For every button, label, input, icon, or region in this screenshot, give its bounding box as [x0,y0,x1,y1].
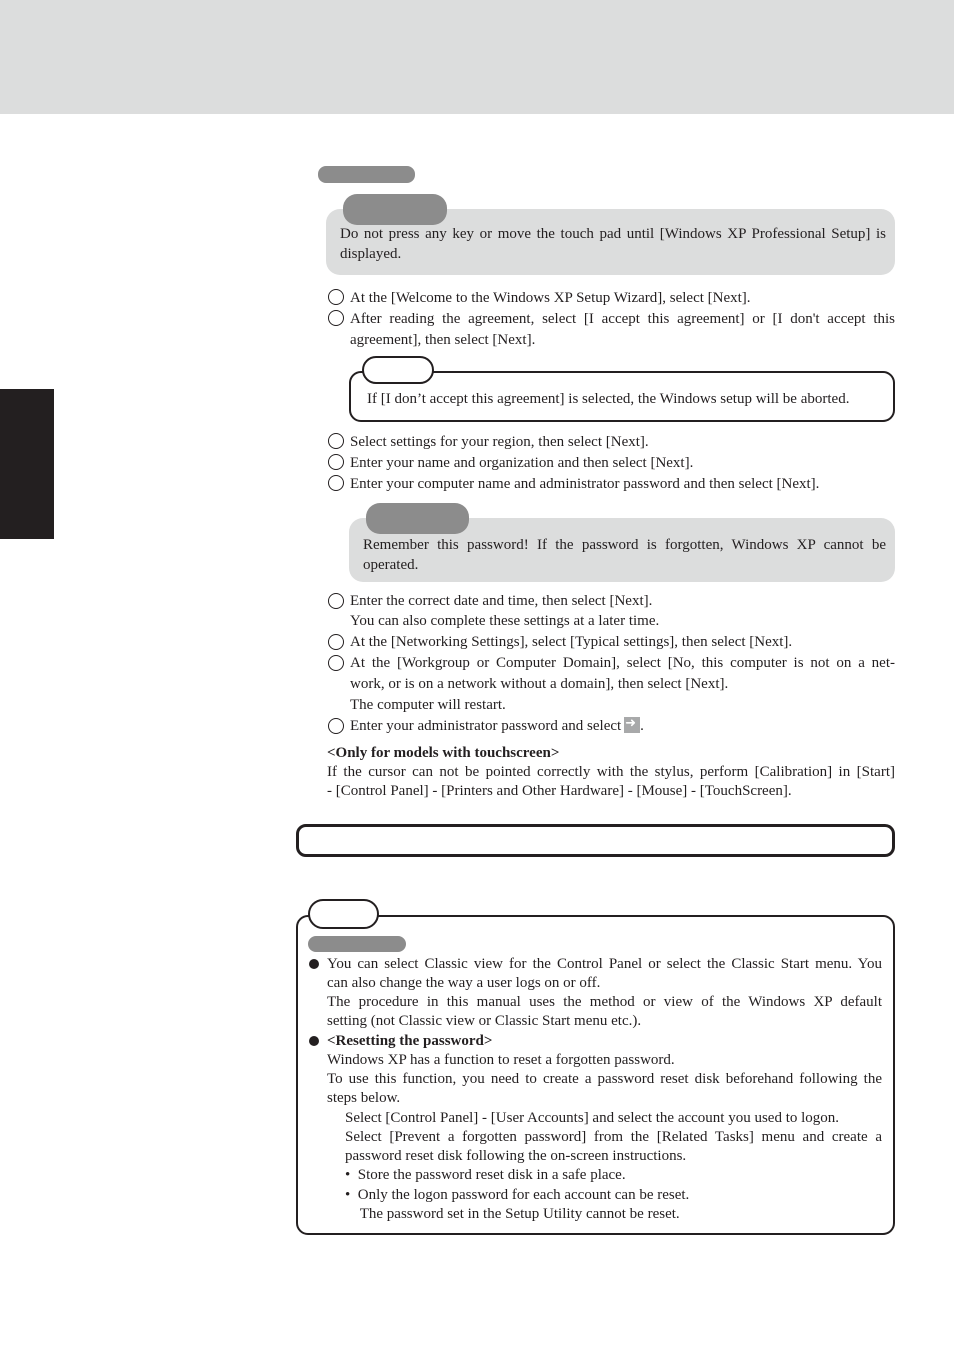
note-item-text: To use this function, you need to create a password reset disk beforehand following the [327,1071,882,1087]
step-text-main: Enter your administrator password and select [350,718,622,734]
touchscreen-heading: <Only for models with touchscreen> [327,745,560,761]
step-circle [328,593,344,609]
step-circle [328,433,344,449]
step-circle [328,718,344,734]
caution-text: Do not press any key or move the touch pad until [Windows XP Professional Setup] is displayed. [340,226,886,262]
step-suffix: . [640,718,644,734]
step-circle [328,634,344,650]
note-item-text: Windows XP has a function to reset a forgotten password. [327,1052,675,1068]
step-text: At the [Welcome to the Windows XP Setup Wizard], select [Next]. [350,290,751,306]
step-text: The computer will restart. [350,697,506,713]
sub-bullet-text: • Only the logon password for each account can be reset. [345,1187,690,1203]
step-circle [328,310,344,326]
step-text: At the [Workgroup or Computer Domain], select [No, this computer is not on a net- [350,655,895,671]
sub-bullet-text: • Store the password reset disk in a safe place. [345,1167,626,1183]
step-text: Enter your computer name and administrator password and then select [Next]. [350,476,820,492]
caution-tab [343,194,447,225]
step-circle [328,289,344,305]
step-text: At the [Networking Settings], select [Typical settings], then select [Next]. [350,634,793,650]
step-text: agreement], then select [Next]. [350,332,536,348]
section-tab [318,166,415,183]
note-tab [308,899,379,929]
step-circle [328,655,344,671]
note-item-text: You can select Classic view for the Control Panel or select the Classic Start menu. You [327,956,882,972]
header-band [0,0,954,114]
step-text: Select settings for your region, then select [Next]. [350,434,649,450]
note-item-text: setting (not Classic view or Classic Start menu etc.). [327,1013,642,1029]
step-text: Enter the correct date and time, then select [Next]. [350,593,653,609]
caution-tab [366,503,469,534]
step-text: work, or is on a network without a domain], then select [Next]. [350,676,729,692]
step-text: You can also complete these settings at a later time. [350,613,660,629]
caution-text: Remember this password! If the password is forgotten, Windows XP cannot be operated. [363,537,886,573]
step-circle [328,475,344,491]
note-item-text: can also change the way a user logs on or off. [327,975,601,991]
note-item-text: steps below. [327,1090,401,1106]
heading-frame [296,824,895,857]
substep-text: Select [Prevent a forgotten password] from the [Related Tasks] menu and create a [345,1129,882,1145]
step-text: After reading the agreement, select [I accept this agreement] or [I don't accept this [350,311,895,327]
note-text: If [I don’t accept this agreement] is selected, the Windows setup will be aborted. [367,391,850,407]
bullet-dot [309,959,319,969]
substep-text: password reset disk following the on-screen instructions. [345,1148,687,1164]
side-tab [0,389,54,539]
bullet-dot [309,1036,319,1046]
step-text: Enter your name and organization and then select [Next]. [350,455,694,471]
step-circle [328,454,344,470]
sub-bullet-text: The password set in the Setup Utility cannot be reset. [345,1206,680,1222]
note-item-heading: <Resetting the password> [327,1033,493,1049]
arrow-icon [624,717,640,733]
note-tab [362,356,434,384]
subsection-tab [308,936,406,952]
touchscreen-text: - [Control Panel] - [Printers and Other Hardware] - [Mouse] - [TouchScreen]. [327,783,792,799]
note-item-text: The procedure in this manual uses the method or view of the Windows XP default [327,994,882,1010]
step-text [350,716,644,736]
substep-text: Select [Control Panel] - [User Accounts] and select the account you used to logon. [345,1110,840,1126]
touchscreen-text: If the cursor can not be pointed correctly with the stylus, perform [Calibration] in [Start] [327,764,895,780]
